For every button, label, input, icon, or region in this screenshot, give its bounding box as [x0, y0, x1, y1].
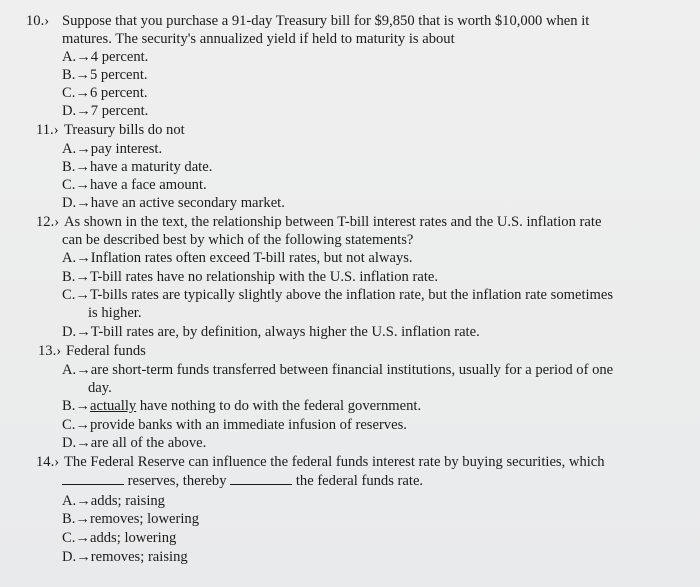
option-b[interactable]: B.→actually have nothing to do with the federal government.: [62, 398, 422, 414]
option-c[interactable]: C.→6 percent.: [62, 85, 148, 101]
question-stem: Federal funds: [66, 343, 146, 359]
option-a-cont: day.: [88, 380, 112, 396]
option-d[interactable]: D.→removes; raising: [62, 549, 188, 565]
question-number: 10.›: [26, 13, 50, 29]
option-b[interactable]: B.→5 percent.: [62, 67, 148, 83]
question-stem: The Federal Reserve can influence the federal funds interest rate by buying securities, which: [64, 454, 605, 470]
question-stem-cont: can be described best by which of the following statements?: [62, 232, 414, 248]
question-stem-cont: reserves, thereby the federal funds rate.: [62, 472, 423, 491]
option-c[interactable]: C.→adds; lowering: [62, 530, 177, 546]
option-c[interactable]: C.→T-bills rates are typically slightly above the inflation rate, but the inflation rate sometimes: [62, 287, 614, 303]
option-a[interactable]: A.→are short-term funds transferred between financial institutions, usually for a period of one: [62, 362, 614, 378]
option-b[interactable]: B.→T-bill rates have no relationship with the U.S. inflation rate.: [62, 269, 438, 285]
question-number: 12.›: [36, 214, 60, 230]
question-number: 14.›: [36, 454, 60, 470]
question-number: 11.›: [36, 122, 59, 138]
question-stem: Treasury bills do not: [64, 122, 185, 138]
option-a[interactable]: A.→Inflation rates often exceed T-bill rates, but not always.: [62, 250, 413, 266]
question-stem: Suppose that you purchase a 91-day Treasury bill for $9,850 that is worth $10,000 when it: [62, 13, 590, 29]
option-d[interactable]: D.→have an active secondary market.: [62, 195, 285, 211]
option-d[interactable]: D.→T-bill rates are, by definition, always higher the U.S. inflation rate.: [62, 324, 480, 340]
option-a[interactable]: A.→pay interest.: [62, 141, 163, 157]
option-c-cont: is higher.: [88, 305, 142, 321]
option-a[interactable]: A.→4 percent.: [62, 49, 149, 65]
answer-blank-2[interactable]: [230, 472, 292, 485]
option-c[interactable]: C.→have a face amount.: [62, 177, 207, 193]
option-d[interactable]: D.→7 percent.: [62, 103, 149, 119]
option-b[interactable]: B.→removes; lowering: [62, 511, 200, 527]
question-stem-cont: matures. The security's annualized yield if held to maturity is about: [62, 31, 455, 47]
answer-blank-1[interactable]: [62, 472, 124, 485]
option-a[interactable]: A.→adds; raising: [62, 493, 165, 509]
option-d[interactable]: D.→are all of the above.: [62, 435, 207, 451]
question-number: 13.›: [38, 343, 62, 359]
option-c[interactable]: C.→provide banks with an immediate infusion of reserves.: [62, 417, 407, 433]
option-b[interactable]: B.→have a maturity date.: [62, 159, 213, 175]
question-stem: As shown in the text, the relationship between T-bill interest rates and the U.S. inflation rate: [64, 214, 602, 230]
